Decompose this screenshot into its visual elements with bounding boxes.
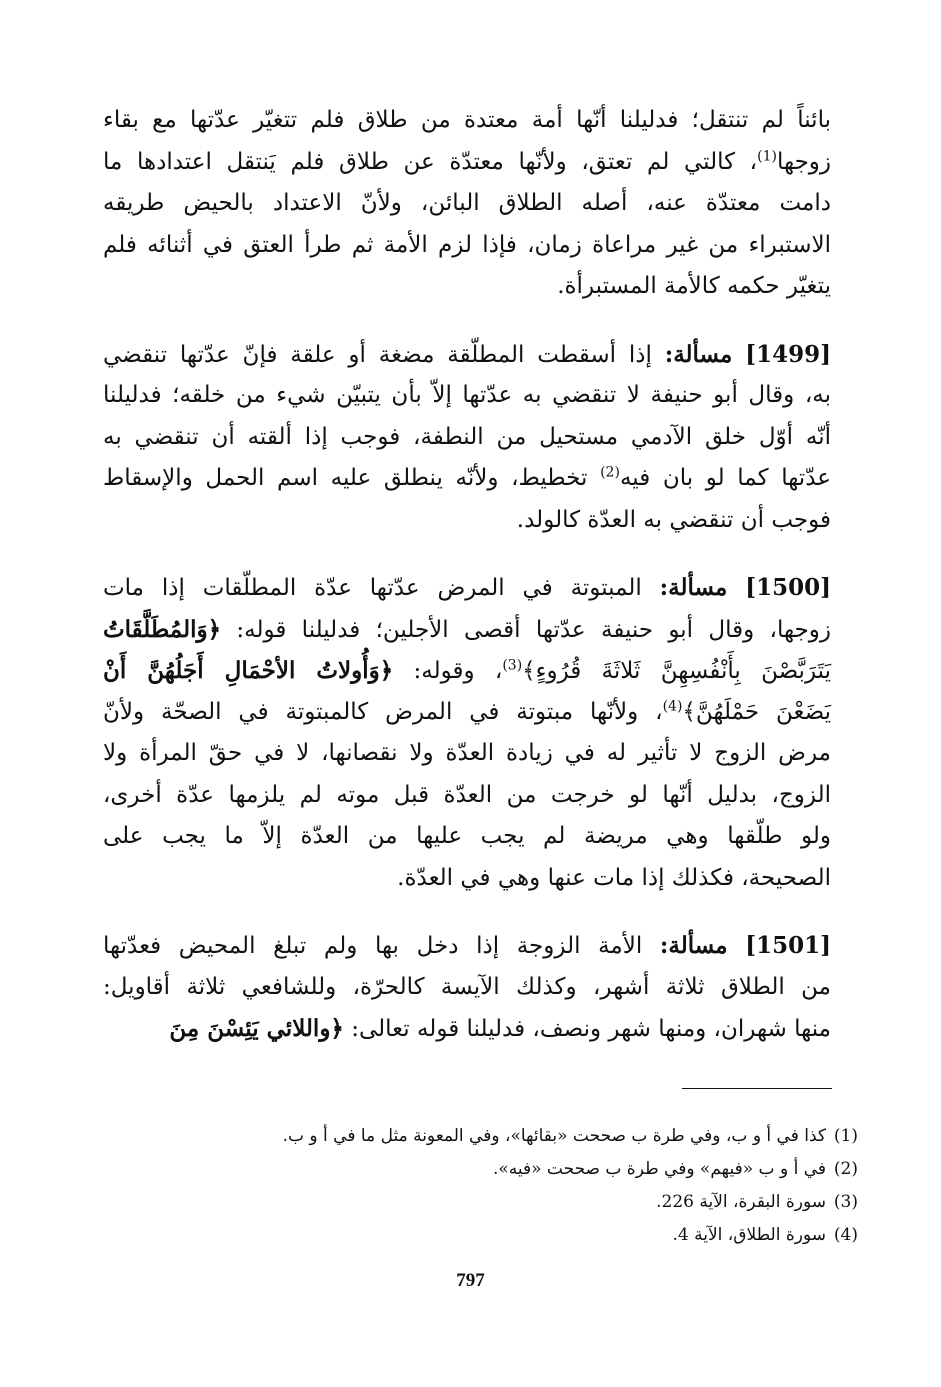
text-line <box>103 142 831 184</box>
issue-number: [1501] <box>745 932 831 959</box>
footnote-number: (1) <box>833 1126 858 1146</box>
footnote-number: (4) <box>833 1225 858 1245</box>
text-line <box>103 1008 831 1050</box>
quran-quote: ﴿وَالمُطَلَّقَاتُ <box>103 615 222 643</box>
issue-number: [1499] <box>745 340 832 368</box>
footnote-number: (2) <box>833 1159 858 1179</box>
footnote <box>120 1186 858 1219</box>
line-text: إذا أسقطت المطلّقة مضغة أو علقة فإنّ عدّتها تنقضي <box>103 341 652 368</box>
footnote <box>120 1120 858 1153</box>
line-text: أنّه أوّل خلق الآدمي مستحيل من النطفة، فوجب إذا ألقته أن تنقضي به <box>103 423 831 450</box>
text-line <box>103 733 831 775</box>
line-text: الصحيحة، فكذلك إذا مات عنها وهي في العدّة. <box>397 864 831 891</box>
paragraph <box>103 100 831 308</box>
line-text: بائناً لم تنتقل؛ فدليلنا أنّها أمة معتدة من طلاق فلم تتغيّر عدّتها مع بقاء <box>103 107 831 133</box>
text-line <box>103 567 831 609</box>
text-line <box>103 375 831 417</box>
line-text: يتغيّر حكمه كالأمة المستبرأة. <box>557 273 831 299</box>
issue-heading: مسألة: <box>664 340 733 368</box>
text-line <box>103 967 831 1009</box>
footnote-number: (3) <box>833 1192 858 1212</box>
footnote-text: في أ و ب «فيهم» وفي طرة ب صححت «فيه». <box>492 1159 826 1179</box>
text-line <box>103 225 831 267</box>
line-text: يَضَعْنَ حَمْلَهُنَّ﴾$^{(4)}$، ولأنّها مبتوتة في المرض كالمبتوتة في الصحّة ولأنّ <box>103 697 831 725</box>
text-line <box>103 858 831 900</box>
footnote-reference: (2) <box>600 464 620 481</box>
footnotes <box>120 1120 858 1252</box>
issue-number: [1500] <box>745 574 831 601</box>
line-text: يَتَرَبَّصْنَ بِأَنْفُسِهِنَّ ثَلاثَةَ قُرُوءٍ﴾$^{(3)}$، وقوله: ﴿وَأُولاتُ الأحْمَالِ أَجَلُهُنَّ أَنْ <box>103 657 831 684</box>
text-line <box>103 183 831 225</box>
text-line <box>103 692 831 734</box>
line-text: زوجها، وقال أبو حنيفة عدّتها أقصى الأجلين؛ فدليلنا قوله: ﴿وَالمُطَلَّقَاتُ <box>103 615 831 643</box>
footnote <box>120 1153 858 1186</box>
paragraph <box>103 925 831 1050</box>
line-text: به، وقال أبو حنيفة لا تنقضي به عدّتها إلاّ بأن يتبيّن شيء من خلقه؛ فدليلنا <box>103 382 831 408</box>
line-text: عدّتها كما لو بان فيه$^{(2)}$ تخطيط، ولأنّه ينطلق عليه اسم الحمل والإسقاط <box>103 464 831 491</box>
line-text: الزوج، بدليل أنّها لو خرجت من العدّة قبل موته لم يلزمها عدّة أخرى، <box>103 781 831 808</box>
quran-quote: ﴿واللائي يَئِسْنَ مِنَ <box>169 1015 344 1042</box>
text-line <box>103 650 831 692</box>
footnote-text: كذا في أ و ب، وفي طرة ب صححت «بقائها»، وفي المعونة مثل ما في أ و ب. <box>282 1126 826 1146</box>
footnote-reference: (4) <box>662 697 683 714</box>
paragraph-gap <box>103 308 831 334</box>
line-text: الاستبراء من غير مراعاة زمان، فإذا لزم الأمة ثم طرأ العتق في أثنائه فلم <box>103 231 831 258</box>
body-text <box>103 100 831 1050</box>
text-line <box>103 100 831 142</box>
line-text: زوجها$^{(1)}$، كالتي لم تعتق، ولأنّها معتدّة عن طلاق فلم يَنتقل اعتدادها ما <box>103 147 831 175</box>
text-line <box>103 609 831 651</box>
footnote-reference: (3) <box>502 657 523 674</box>
quran-quote: ﴿وَأُولاتُ الأحْمَالِ أَجَلُهُنَّ أَنْ <box>103 657 394 684</box>
issue-heading: مسألة: <box>659 932 728 959</box>
footnote-separator <box>682 1088 832 1089</box>
text-line <box>103 266 831 308</box>
line-text: فوجب أن تنقضي به العدّة كالولد. <box>516 506 831 533</box>
text-line <box>103 816 831 858</box>
line-text: منها شهران، ومنها شهر ونصف، فدليلنا قوله تعالى: ﴿واللائي يَئِسْنَ مِنَ <box>169 1015 831 1042</box>
footnote-text: سورة الطلاق، الآية 4. <box>672 1225 826 1245</box>
line-text: المبتوتة في المرض عدّتها عدّة المطلّقات إذا مات <box>103 575 642 601</box>
line-text: مرض الزوج لا تأثير له في زيادة العدّة ولا نقصانها، لا في حقّ المرأة ولا <box>103 740 831 766</box>
line-text: ولو طلّقها وهي مريضة لم يجب عليها من العدّة إلاّ ما يجب على <box>103 823 831 849</box>
text-line <box>103 925 831 967</box>
paragraph-gap <box>103 541 831 567</box>
paragraph <box>103 334 831 542</box>
line-text: دامت معتدّة عنه، أصله الطلاق البائن، ولأنّ الاعتداد بالحيض طريقه <box>103 190 831 216</box>
paragraph <box>103 567 831 899</box>
line-text: الأمة الزوجة إذا دخل بها ولم تبلغ المحيض فعدّتها <box>103 933 643 959</box>
text-line <box>103 500 831 542</box>
text-line <box>103 458 831 500</box>
text-line <box>103 775 831 817</box>
text-line <box>103 334 831 376</box>
page-number: 797 <box>456 1270 485 1291</box>
footnote-text: سورة البقرة، الآية 226. <box>656 1192 826 1212</box>
issue-heading: مسألة: <box>659 574 728 601</box>
footnote <box>120 1219 858 1252</box>
footnote-reference: (1) <box>757 147 777 164</box>
paragraph-gap <box>103 899 831 925</box>
line-text: من الطلاق ثلاثة أشهر، وكذلك الآيسة كالحرّة، وللشافعي ثلاثة أقاويل: <box>103 973 831 1000</box>
text-line <box>103 417 831 459</box>
